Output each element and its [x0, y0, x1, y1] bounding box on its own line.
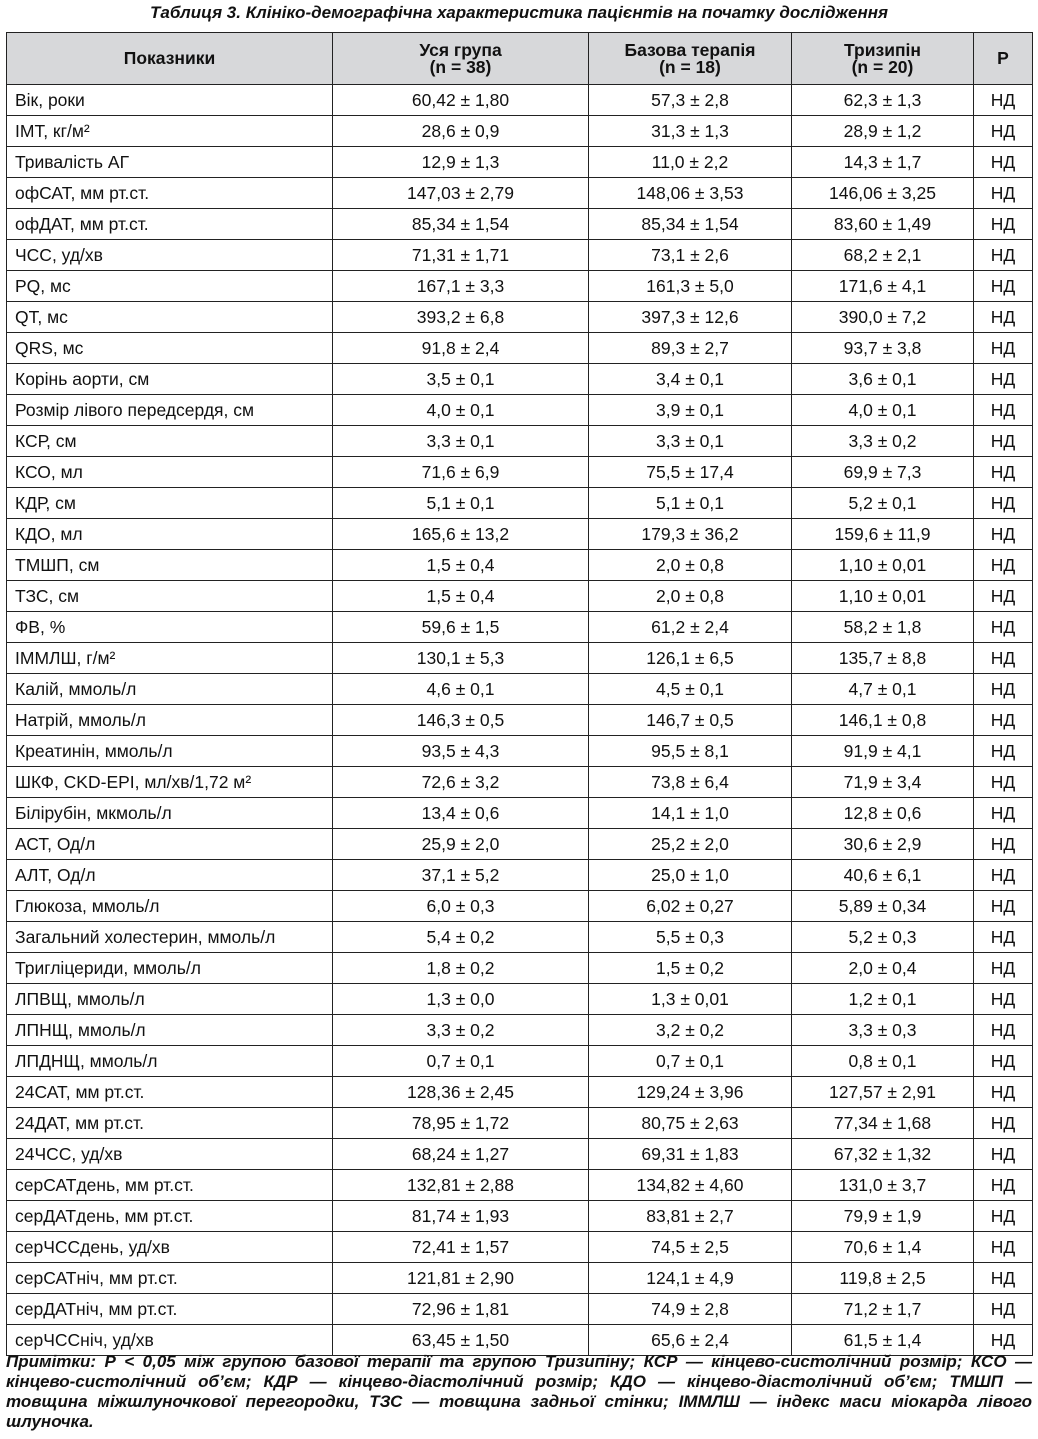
- table-row: [7, 674, 1033, 705]
- cell-indicator: ЛПВЩ, ммоль/л: [7, 984, 333, 1015]
- table-row: [7, 767, 1033, 798]
- cell-trizipin: 71,2 ± 1,7: [792, 1294, 974, 1325]
- cell-trizipin: 68,2 ± 2,1: [792, 240, 974, 271]
- cell-base-therapy: 4,5 ± 0,1: [589, 674, 792, 705]
- cell-p: НД: [974, 1263, 1033, 1294]
- cell-indicator: Вік, роки: [7, 85, 333, 116]
- cell-p: НД: [974, 1015, 1033, 1046]
- cell-p: НД: [974, 953, 1033, 984]
- cell-trizipin: 3,3 ± 0,2: [792, 426, 974, 457]
- table-row: [7, 271, 1033, 302]
- cell-p: НД: [974, 798, 1033, 829]
- header-trizipin-label: Тризипін: [844, 39, 921, 60]
- cell-indicator: ТЗС, см: [7, 581, 333, 612]
- cell-base-therapy: 69,31 ± 1,83: [589, 1139, 792, 1170]
- cell-trizipin: 61,5 ± 1,4: [792, 1325, 974, 1356]
- cell-all-group: 72,96 ± 1,81: [333, 1294, 589, 1325]
- cell-indicator: Розмір лівого передсердя, см: [7, 395, 333, 426]
- cell-indicator: серСАТніч, мм рт.ст.: [7, 1263, 333, 1294]
- cell-all-group: 37,1 ± 5,2: [333, 860, 589, 891]
- table-row: [7, 116, 1033, 147]
- table-row: [7, 984, 1033, 1015]
- cell-all-group: 1,3 ± 0,0: [333, 984, 589, 1015]
- cell-p: НД: [974, 860, 1033, 891]
- cell-p: НД: [974, 550, 1033, 581]
- cell-base-therapy: 1,3 ± 0,01: [589, 984, 792, 1015]
- header-base-therapy-n: (n = 18): [659, 56, 721, 77]
- cell-base-therapy: 5,1 ± 0,1: [589, 488, 792, 519]
- cell-all-group: 4,0 ± 0,1: [333, 395, 589, 426]
- cell-all-group: 132,81 ± 2,88: [333, 1170, 589, 1201]
- cell-base-therapy: 3,9 ± 0,1: [589, 395, 792, 426]
- cell-p: НД: [974, 519, 1033, 550]
- cell-base-therapy: 31,3 ± 1,3: [589, 116, 792, 147]
- cell-all-group: 72,41 ± 1,57: [333, 1232, 589, 1263]
- header-all-group-n: (n = 38): [429, 56, 492, 77]
- cell-base-therapy: 1,5 ± 0,2: [589, 953, 792, 984]
- cell-p: НД: [974, 209, 1033, 240]
- cell-trizipin: 159,6 ± 11,9: [792, 519, 974, 550]
- header-row: [7, 33, 1033, 85]
- cell-trizipin: 5,2 ± 0,1: [792, 488, 974, 519]
- table-row: [7, 1077, 1033, 1108]
- cell-all-group: 91,8 ± 2,4: [333, 333, 589, 364]
- cell-p: НД: [974, 457, 1033, 488]
- cell-base-therapy: 2,0 ± 0,8: [589, 581, 792, 612]
- table-row: [7, 612, 1033, 643]
- cell-indicator: АЛТ, Од/л: [7, 860, 333, 891]
- header-trizipin-n: (n = 20): [851, 56, 914, 77]
- table-row: [7, 1325, 1033, 1356]
- cell-base-therapy: 0,7 ± 0,1: [589, 1046, 792, 1077]
- cell-trizipin: 30,6 ± 2,9: [792, 829, 974, 860]
- cell-base-therapy: 73,1 ± 2,6: [589, 240, 792, 271]
- cell-trizipin: 3,6 ± 0,1: [792, 364, 974, 395]
- cell-all-group: 393,2 ± 6,8: [333, 302, 589, 333]
- cell-trizipin: 0,8 ± 0,1: [792, 1046, 974, 1077]
- cell-indicator: 24САТ, мм рт.ст.: [7, 1077, 333, 1108]
- cell-indicator: серДАТдень, мм рт.ст.: [7, 1201, 333, 1232]
- table-row: [7, 922, 1033, 953]
- table-row: [7, 581, 1033, 612]
- cell-all-group: 63,45 ± 1,50: [333, 1325, 589, 1356]
- cell-p: НД: [974, 395, 1033, 426]
- cell-indicator: Корінь аорти, см: [7, 364, 333, 395]
- cell-trizipin: 146,1 ± 0,8: [792, 705, 974, 736]
- cell-indicator: ЛПДНЩ, ммоль/л: [7, 1046, 333, 1077]
- cell-p: НД: [974, 364, 1033, 395]
- table-row: [7, 1263, 1033, 1294]
- cell-trizipin: 390,0 ± 7,2: [792, 302, 974, 333]
- header-all-group-label: Уся група: [419, 39, 502, 60]
- cell-base-therapy: 61,2 ± 2,4: [589, 612, 792, 643]
- cell-base-therapy: 74,5 ± 2,5: [589, 1232, 792, 1263]
- cell-trizipin: 131,0 ± 3,7: [792, 1170, 974, 1201]
- cell-indicator: серЧССдень, уд/хв: [7, 1232, 333, 1263]
- cell-p: НД: [974, 178, 1033, 209]
- cell-indicator: ТМШП, см: [7, 550, 333, 581]
- cell-indicator: Тривалість АГ: [7, 147, 333, 178]
- cell-base-therapy: 25,0 ± 1,0: [589, 860, 792, 891]
- table-row: [7, 302, 1033, 333]
- cell-all-group: 4,6 ± 0,1: [333, 674, 589, 705]
- cell-all-group: 146,3 ± 0,5: [333, 705, 589, 736]
- header-trizipin: [792, 33, 974, 85]
- table-row: [7, 1170, 1033, 1201]
- cell-trizipin: 4,0 ± 0,1: [792, 395, 974, 426]
- cell-all-group: 28,6 ± 0,9: [333, 116, 589, 147]
- cell-trizipin: 127,57 ± 2,91: [792, 1077, 974, 1108]
- cell-base-therapy: 146,7 ± 0,5: [589, 705, 792, 736]
- cell-base-therapy: 11,0 ± 2,2: [589, 147, 792, 178]
- cell-trizipin: 2,0 ± 0,4: [792, 953, 974, 984]
- cell-p: НД: [974, 984, 1033, 1015]
- table-row: [7, 550, 1033, 581]
- table-row: [7, 426, 1033, 457]
- cell-all-group: 0,7 ± 0,1: [333, 1046, 589, 1077]
- cell-indicator: серЧССніч, уд/хв: [7, 1325, 333, 1356]
- table-row: [7, 736, 1033, 767]
- cell-all-group: 165,6 ± 13,2: [333, 519, 589, 550]
- cell-p: НД: [974, 674, 1033, 705]
- cell-base-therapy: 129,24 ± 3,96: [589, 1077, 792, 1108]
- cell-base-therapy: 5,5 ± 0,3: [589, 922, 792, 953]
- table-row: [7, 1108, 1033, 1139]
- cell-all-group: 5,1 ± 0,1: [333, 488, 589, 519]
- cell-indicator: офДАТ, мм рт.ст.: [7, 209, 333, 240]
- cell-p: НД: [974, 302, 1033, 333]
- data-table: [6, 32, 1033, 1356]
- cell-p: НД: [974, 1201, 1033, 1232]
- table-row: [7, 457, 1033, 488]
- cell-base-therapy: 124,1 ± 4,9: [589, 1263, 792, 1294]
- cell-trizipin: 62,3 ± 1,3: [792, 85, 974, 116]
- cell-base-therapy: 148,06 ± 3,53: [589, 178, 792, 209]
- cell-p: НД: [974, 829, 1033, 860]
- cell-p: НД: [974, 736, 1033, 767]
- cell-p: НД: [974, 1108, 1033, 1139]
- table-row: [7, 1232, 1033, 1263]
- cell-all-group: 72,6 ± 3,2: [333, 767, 589, 798]
- cell-base-therapy: 80,75 ± 2,63: [589, 1108, 792, 1139]
- cell-all-group: 1,5 ± 0,4: [333, 550, 589, 581]
- cell-trizipin: 58,2 ± 1,8: [792, 612, 974, 643]
- cell-all-group: 71,6 ± 6,9: [333, 457, 589, 488]
- cell-trizipin: 1,2 ± 0,1: [792, 984, 974, 1015]
- table-row: [7, 395, 1033, 426]
- cell-indicator: Білірубін, мкмоль/л: [7, 798, 333, 829]
- table-row: [7, 1015, 1033, 1046]
- header-base-therapy: [589, 33, 792, 85]
- cell-p: НД: [974, 271, 1033, 302]
- table-row: [7, 798, 1033, 829]
- cell-p: НД: [974, 612, 1033, 643]
- cell-trizipin: 135,7 ± 8,8: [792, 643, 974, 674]
- cell-base-therapy: 74,9 ± 2,8: [589, 1294, 792, 1325]
- cell-p: НД: [974, 1077, 1033, 1108]
- cell-indicator: ШКФ, CKD-EPI, мл/хв/1,72 м²: [7, 767, 333, 798]
- cell-indicator: КСР, см: [7, 426, 333, 457]
- table-row: [7, 488, 1033, 519]
- cell-base-therapy: 14,1 ± 1,0: [589, 798, 792, 829]
- cell-base-therapy: 126,1 ± 6,5: [589, 643, 792, 674]
- cell-p: НД: [974, 426, 1033, 457]
- cell-indicator: КСО, мл: [7, 457, 333, 488]
- cell-all-group: 5,4 ± 0,2: [333, 922, 589, 953]
- cell-indicator: КДР, см: [7, 488, 333, 519]
- table-row: [7, 829, 1033, 860]
- cell-trizipin: 93,7 ± 3,8: [792, 333, 974, 364]
- cell-all-group: 167,1 ± 3,3: [333, 271, 589, 302]
- cell-indicator: ІММЛШ, г/м²: [7, 643, 333, 674]
- cell-all-group: 1,8 ± 0,2: [333, 953, 589, 984]
- cell-trizipin: 119,8 ± 2,5: [792, 1263, 974, 1294]
- table-row: [7, 860, 1033, 891]
- header-indicator: Показники: [7, 33, 333, 85]
- cell-base-therapy: 397,3 ± 12,6: [589, 302, 792, 333]
- cell-p: НД: [974, 767, 1033, 798]
- table-row: [7, 209, 1033, 240]
- cell-trizipin: 5,89 ± 0,34: [792, 891, 974, 922]
- cell-p: НД: [974, 240, 1033, 271]
- cell-base-therapy: 6,02 ± 0,27: [589, 891, 792, 922]
- cell-all-group: 85,34 ± 1,54: [333, 209, 589, 240]
- cell-base-therapy: 3,3 ± 0,1: [589, 426, 792, 457]
- cell-all-group: 3,5 ± 0,1: [333, 364, 589, 395]
- cell-all-group: 1,5 ± 0,4: [333, 581, 589, 612]
- cell-indicator: PQ, мс: [7, 271, 333, 302]
- cell-all-group: 71,31 ± 1,71: [333, 240, 589, 271]
- cell-trizipin: 71,9 ± 3,4: [792, 767, 974, 798]
- cell-indicator: Натрій, ммоль/л: [7, 705, 333, 736]
- cell-base-therapy: 89,3 ± 2,7: [589, 333, 792, 364]
- table-note: Примітки: Р < 0,05 між групою базової терапії та групою Тризипіну; КСР — кінцево-систолічний розмір; КСО — кінцево-систолічний об’єм; КДР — кінцево-діастолічний розмір; КДО — кінцево-діастолічний об’єм; ТМШП — товщина міжшлуночкової перегородки, ТЗС — товщина задньої стінки; ІММЛШ — індекс маси міокарда лівого шлуночка.: [6, 1352, 1032, 1431]
- cell-all-group: 12,9 ± 1,3: [333, 147, 589, 178]
- cell-indicator: Креатинін, ммоль/л: [7, 736, 333, 767]
- cell-indicator: серДАТніч, мм рт.ст.: [7, 1294, 333, 1325]
- cell-indicator: АСТ, Од/л: [7, 829, 333, 860]
- cell-indicator: ЧСС, уд/хв: [7, 240, 333, 271]
- cell-all-group: 6,0 ± 0,3: [333, 891, 589, 922]
- cell-trizipin: 1,10 ± 0,01: [792, 550, 974, 581]
- cell-indicator: офСАТ, мм рт.ст.: [7, 178, 333, 209]
- cell-base-therapy: 134,82 ± 4,60: [589, 1170, 792, 1201]
- cell-base-therapy: 25,2 ± 2,0: [589, 829, 792, 860]
- cell-base-therapy: 161,3 ± 5,0: [589, 271, 792, 302]
- cell-p: НД: [974, 1046, 1033, 1077]
- table-row: [7, 1046, 1033, 1077]
- cell-p: НД: [974, 1170, 1033, 1201]
- header-p: Р: [974, 33, 1033, 85]
- cell-p: НД: [974, 922, 1033, 953]
- table-caption: Таблиця 3. Клініко-демографічна характеристика пацієнтів на початку дослідження: [149, 3, 889, 22]
- table-row: [7, 953, 1033, 984]
- cell-all-group: 93,5 ± 4,3: [333, 736, 589, 767]
- cell-all-group: 3,3 ± 0,2: [333, 1015, 589, 1046]
- cell-indicator: Тригліцериди, ммоль/л: [7, 953, 333, 984]
- cell-trizipin: 70,6 ± 1,4: [792, 1232, 974, 1263]
- cell-p: НД: [974, 488, 1033, 519]
- table-row: [7, 643, 1033, 674]
- cell-trizipin: 171,6 ± 4,1: [792, 271, 974, 302]
- cell-p: НД: [974, 333, 1033, 364]
- cell-base-therapy: 75,5 ± 17,4: [589, 457, 792, 488]
- cell-p: НД: [974, 891, 1033, 922]
- cell-base-therapy: 95,5 ± 8,1: [589, 736, 792, 767]
- cell-trizipin: 77,34 ± 1,68: [792, 1108, 974, 1139]
- cell-base-therapy: 73,8 ± 6,4: [589, 767, 792, 798]
- cell-indicator: 24ДАТ, мм рт.ст.: [7, 1108, 333, 1139]
- cell-trizipin: 83,60 ± 1,49: [792, 209, 974, 240]
- cell-indicator: КДО, мл: [7, 519, 333, 550]
- table-row: [7, 147, 1033, 178]
- cell-p: НД: [974, 147, 1033, 178]
- cell-all-group: 68,24 ± 1,27: [333, 1139, 589, 1170]
- cell-trizipin: 14,3 ± 1,7: [792, 147, 974, 178]
- cell-trizipin: 5,2 ± 0,3: [792, 922, 974, 953]
- cell-base-therapy: 3,2 ± 0,2: [589, 1015, 792, 1046]
- table-row: [7, 705, 1033, 736]
- cell-all-group: 130,1 ± 5,3: [333, 643, 589, 674]
- table-row: [7, 1294, 1033, 1325]
- cell-base-therapy: 85,34 ± 1,54: [589, 209, 792, 240]
- cell-indicator: 24ЧСС, уд/хв: [7, 1139, 333, 1170]
- cell-trizipin: 79,9 ± 1,9: [792, 1201, 974, 1232]
- cell-trizipin: 91,9 ± 4,1: [792, 736, 974, 767]
- cell-all-group: 59,6 ± 1,5: [333, 612, 589, 643]
- cell-all-group: 121,81 ± 2,90: [333, 1263, 589, 1294]
- cell-indicator: Калій, ммоль/л: [7, 674, 333, 705]
- cell-trizipin: 12,8 ± 0,6: [792, 798, 974, 829]
- cell-p: НД: [974, 85, 1033, 116]
- table-row: [7, 333, 1033, 364]
- cell-trizipin: 4,7 ± 0,1: [792, 674, 974, 705]
- cell-all-group: 25,9 ± 2,0: [333, 829, 589, 860]
- cell-base-therapy: 2,0 ± 0,8: [589, 550, 792, 581]
- cell-p: НД: [974, 705, 1033, 736]
- cell-p: НД: [974, 581, 1033, 612]
- cell-indicator: ІМТ, кг/м²: [7, 116, 333, 147]
- cell-trizipin: 1,10 ± 0,01: [792, 581, 974, 612]
- cell-p: НД: [974, 1325, 1033, 1356]
- cell-base-therapy: 179,3 ± 36,2: [589, 519, 792, 550]
- table-row: [7, 519, 1033, 550]
- cell-base-therapy: 65,6 ± 2,4: [589, 1325, 792, 1356]
- cell-trizipin: 40,6 ± 6,1: [792, 860, 974, 891]
- cell-trizipin: 69,9 ± 7,3: [792, 457, 974, 488]
- cell-all-group: 13,4 ± 0,6: [333, 798, 589, 829]
- cell-indicator: Загальний холестерин, ммоль/л: [7, 922, 333, 953]
- cell-p: НД: [974, 1294, 1033, 1325]
- cell-all-group: 78,95 ± 1,72: [333, 1108, 589, 1139]
- cell-indicator: ФВ, %: [7, 612, 333, 643]
- table-row: [7, 364, 1033, 395]
- cell-all-group: 147,03 ± 2,79: [333, 178, 589, 209]
- cell-trizipin: 67,32 ± 1,32: [792, 1139, 974, 1170]
- table-row: [7, 891, 1033, 922]
- table-row: [7, 240, 1033, 271]
- table-body: [7, 85, 1033, 1356]
- cell-indicator: ЛПНЩ, ммоль/л: [7, 1015, 333, 1046]
- cell-base-therapy: 83,81 ± 2,7: [589, 1201, 792, 1232]
- cell-p: НД: [974, 1139, 1033, 1170]
- cell-indicator: QT, мс: [7, 302, 333, 333]
- cell-trizipin: 28,9 ± 1,2: [792, 116, 974, 147]
- cell-all-group: 81,74 ± 1,93: [333, 1201, 589, 1232]
- table-row: [7, 1139, 1033, 1170]
- cell-trizipin: 146,06 ± 3,25: [792, 178, 974, 209]
- table-row: [7, 85, 1033, 116]
- cell-base-therapy: 3,4 ± 0,1: [589, 364, 792, 395]
- cell-all-group: 128,36 ± 2,45: [333, 1077, 589, 1108]
- cell-p: НД: [974, 643, 1033, 674]
- table-row: [7, 178, 1033, 209]
- cell-all-group: 60,42 ± 1,80: [333, 85, 589, 116]
- cell-indicator: серСАТдень, мм рт.ст.: [7, 1170, 333, 1201]
- cell-p: НД: [974, 116, 1033, 147]
- cell-trizipin: 3,3 ± 0,3: [792, 1015, 974, 1046]
- header-all-group: [333, 33, 589, 85]
- table-row: [7, 1201, 1033, 1232]
- cell-indicator: Глюкоза, ммоль/л: [7, 891, 333, 922]
- header-base-therapy-label: Базова терапія: [624, 39, 756, 60]
- cell-base-therapy: 57,3 ± 2,8: [589, 85, 792, 116]
- cell-indicator: QRS, мс: [7, 333, 333, 364]
- cell-all-group: 3,3 ± 0,1: [333, 426, 589, 457]
- cell-p: НД: [974, 1232, 1033, 1263]
